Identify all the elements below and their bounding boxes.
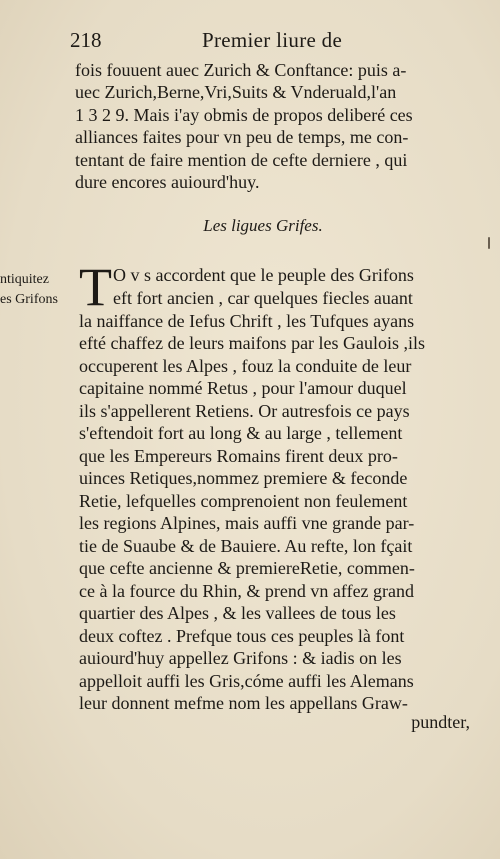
text-line: deux coftez . Prefque tous ces peuples là font	[79, 626, 405, 646]
text-line: les regions Alpines, mais auffi vne grande par-	[79, 513, 415, 533]
catchword: pundter,	[411, 712, 470, 732]
text-line: ce à la fource du Rhin, & prend vn affez grand	[79, 581, 415, 601]
text-line: la naiffance de Iefus Chrift , les Tufques ayans	[79, 311, 415, 331]
text-line: fois fouuent auec Zurich & Conftance: puis a-	[75, 60, 407, 80]
text-line: uinces Retiques,nommez premiere & feconde	[79, 468, 408, 488]
text-line: capitaine nommé Retus , pour l'amour duquel	[79, 378, 407, 398]
text-line: occuperent les Alpes , fouz la conduite de leur	[79, 356, 412, 376]
text-line: eft fort ancien , car quelques fiecles auant	[113, 288, 413, 308]
text-line: que les Empereurs Romains firent deux pro-	[79, 446, 398, 466]
text-line: efté chaffez de leurs maifons par les Gaulois ,ils	[79, 333, 426, 353]
text-line: appelloit auffi les Gris,cóme auffi les Alemans	[79, 671, 414, 691]
page-header	[70, 28, 470, 56]
text-line: auiourd'huy appellez Grifons : & iadis on les	[79, 648, 402, 668]
text-line: dure encores auiourd'huy.	[75, 172, 260, 192]
text-line: ils s'appellerent Retiens. Or autresfois ce pays	[79, 401, 410, 421]
text-line: uec Zurich,Berne,Vri,Suits & Vnderuald,l'an	[75, 82, 397, 102]
text-line: que cefte ancienne & premiereRetie, commen-	[79, 558, 415, 578]
text-line: quartier des Alpes , & les vallees de tous les	[79, 603, 396, 623]
drop-cap: T	[79, 257, 112, 317]
ink-mark	[488, 237, 490, 249]
running-title: Premier liure de	[202, 28, 343, 52]
text-line: leur donnent mefme nom les appellans Graw-	[79, 693, 408, 713]
page-number: 218	[70, 28, 102, 52]
text-line: Retie, lefquelles comprenoient non feulement	[79, 491, 408, 511]
section-heading: Les ligues Grifes.	[203, 216, 323, 235]
text-line: alliances faites pour vn peu de temps, me con-	[75, 127, 409, 147]
text-line: tentant de faire mention de cefte derniere , qui	[75, 150, 408, 170]
text-line: tie de Suaube & de Bauiere. Au refte, lon fçait	[79, 536, 413, 556]
margin-note: es Grifons	[0, 292, 58, 307]
text-line: O v s accordent que le peuple des Grifons	[113, 265, 414, 285]
margin-note: ntiquitez	[0, 272, 49, 287]
text-line: s'eftendoit fort au long & au large , tellement	[79, 423, 403, 443]
text-line: 1 3 2 9. Mais i'ay obmis de propos deliberé ces	[75, 105, 413, 125]
